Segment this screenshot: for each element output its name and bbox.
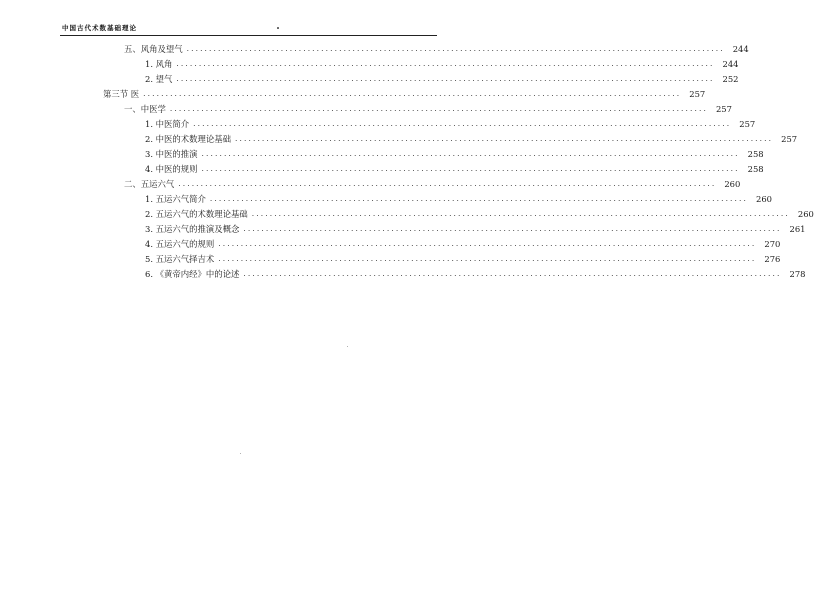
toc-entry-item	[145, 163, 764, 175]
toc-entry-title: 五、风角及望气	[124, 44, 183, 54]
toc-entry-page: 258	[747, 164, 764, 174]
toc-entry-page: 261	[789, 224, 806, 234]
toc-entry-item	[145, 208, 814, 220]
toc-entry-page: 278	[789, 269, 806, 279]
toc-entry-section	[124, 178, 741, 190]
toc-entry-title: 2. 望气	[145, 74, 173, 84]
toc-entry-item	[145, 223, 806, 235]
scan-dot	[277, 27, 279, 29]
toc-entry-item	[145, 268, 806, 280]
toc-entry-item	[145, 133, 798, 145]
toc-entry-page: 244	[722, 59, 739, 69]
toc-entry-page: 260	[724, 179, 741, 189]
toc-entry-page: 260	[756, 194, 772, 204]
dot-leader: ........................................................................................................................	[218, 239, 757, 248]
toc-entry-title: 一、中医学	[124, 104, 166, 114]
dot-leader: ........................................................................................................................	[169, 104, 708, 113]
dot-leader: ........................................................................................................................	[186, 44, 725, 53]
toc-entry-item	[145, 193, 772, 205]
toc-entry-item	[145, 253, 781, 265]
toc-entry-title: 4. 中医的规则	[145, 164, 198, 174]
dot-leader: ........................................................................................................................	[176, 74, 715, 83]
running-header: 中国古代术数基础理论	[62, 24, 137, 32]
dot-leader: ........................................................................................................................	[218, 254, 757, 263]
dot-leader: ........................................................................................................................	[178, 179, 717, 188]
toc-entry-chapter-section	[103, 88, 706, 100]
toc-entry-item	[145, 58, 739, 70]
dot-leader: ........................................................................................................................	[176, 59, 715, 68]
toc-entry-title: 二、五运六气	[124, 179, 175, 189]
dot-leader: ........................................................................................................................	[209, 194, 748, 203]
toc-entry-title: 2. 五运六气的术数理论基础	[145, 209, 248, 219]
dot-leader: ........................................................................................................................	[201, 149, 740, 158]
toc-entry-title: 5. 五运六气择吉术	[145, 254, 215, 264]
toc-entry-title: 1. 风角	[145, 59, 173, 69]
toc-entry-title: 4. 五运六气的规则	[145, 239, 215, 249]
toc-entry-title: 1. 五运六气简介	[145, 194, 206, 204]
dot-leader: ........................................................................................................................	[201, 164, 740, 173]
toc-entry-page: 257	[739, 119, 756, 129]
toc-entry-title: 6. 《黄帝内经》中的论述	[145, 269, 240, 279]
header-rule	[60, 35, 437, 36]
toc-entry-title: 2. 中医的术数理论基础	[145, 134, 232, 144]
toc-entry-page: 257	[689, 89, 706, 99]
toc-entry-item	[145, 148, 764, 160]
toc-entry-title: 3. 中医的推演	[145, 149, 198, 159]
toc-entry-page: 270	[764, 239, 781, 249]
dot-leader: ........................................................................................................................	[251, 209, 790, 218]
dot-leader: ........................................................................................................................	[143, 89, 682, 98]
toc-entry-title: 3. 五运六气的推演及概念	[145, 224, 240, 234]
scan-speck	[347, 346, 348, 347]
toc-entry-item	[145, 73, 739, 85]
toc-entry-page: 258	[747, 149, 764, 159]
toc-entry-page: 244	[732, 44, 749, 54]
toc-entry-page: 257	[781, 134, 798, 144]
toc-entry-item	[145, 118, 756, 130]
toc-entry-title: 第三节 医	[103, 89, 140, 99]
toc-entry-page: 276	[764, 254, 781, 264]
toc-entry-item	[145, 238, 781, 250]
dot-leader: ........................................................................................................................	[235, 134, 774, 143]
dot-leader: ........................................................................................................................	[243, 224, 782, 233]
toc-entry-section	[124, 43, 749, 55]
dot-leader: ........................................................................................................................	[243, 269, 782, 278]
scan-speck	[240, 453, 241, 454]
toc-entry-page: 252	[722, 74, 739, 84]
toc-entry-page: 257	[715, 104, 732, 114]
toc-entry-page: 260	[797, 209, 814, 219]
toc-entry-title: 1. 中医简介	[145, 119, 190, 129]
dot-leader: ........................................................................................................................	[193, 119, 732, 128]
toc-entry-section	[124, 103, 732, 115]
